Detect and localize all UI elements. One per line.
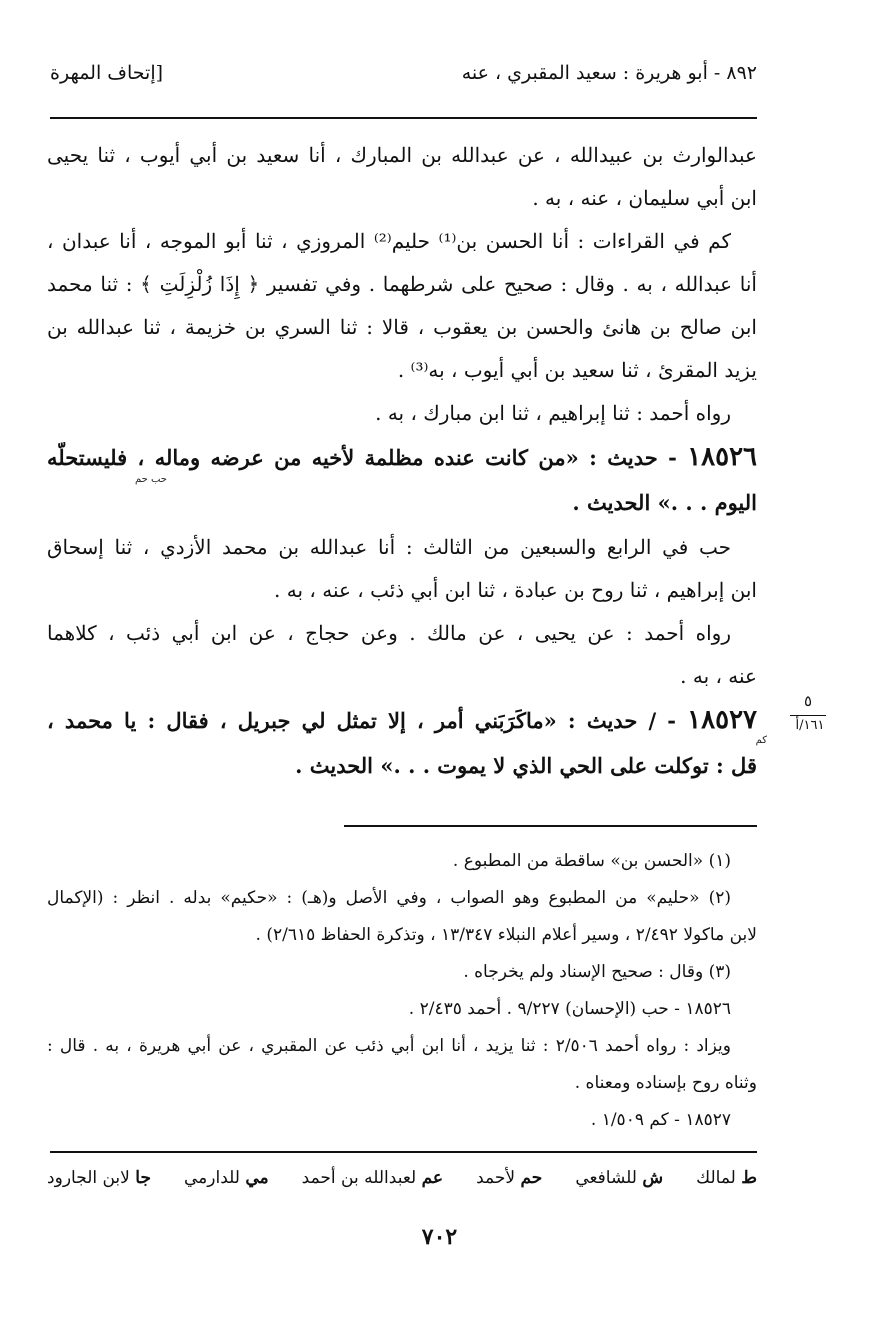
text-line: رواه أحمد : عن يحيى ، عن مالك . وعن حجاج ، عن ابن أبي ذئب ، كلاهما — [47, 621, 731, 645]
margin-rule — [790, 715, 826, 716]
text-line: حب في الرابع والسبعين من الثالث : أنا عبدالله بن محمد الأزدي ، ثنا إسحاق — [47, 535, 731, 559]
text-line: كم في القراءات : أنا الحسن بن⁽¹⁾ حليم⁽²⁾ المروزي ، ثنا أبو الموجه ، أنا عبدان ، — [47, 229, 732, 253]
hadith-heading-text: - حديث : «من كانت عنده مظلمة لأخيه من عرضه وماله ، فليستحلّه — [47, 445, 677, 470]
footnote: (١) «الحسن بن» ساقطة من المطبوع . — [452, 851, 731, 871]
footnote: وثناه روح بإسناده ومعناه . — [574, 1073, 757, 1093]
hadith-number: ١٨٥٢٧ — [687, 705, 757, 735]
header-rule — [50, 117, 757, 119]
hadith-heading-18526 — [47, 442, 757, 473]
source-symbols: كم — [755, 735, 767, 746]
hadith-heading-text: قل : توكلت على الحي الذي لا يموت . . .» الحديث . — [295, 753, 757, 778]
text-line: ابن صالح بن هانئ والحسن بن يعقوب ، قالا : ثنا السري بن خزيمة ، ثنا عبدالله بن — [47, 315, 757, 339]
text-line: ابن أبي سليمان ، عنه ، به . — [532, 186, 757, 210]
footnote: (٣) وقال : صحيح الإسناد ولم يخرجاه . — [463, 962, 731, 982]
footnote: (٢) «حليم» من المطبوع وهو الصواب ، وفي الأصل و(هـ) : «حكيم» بدله . انظر : (الإكمال — [47, 888, 731, 908]
footnote: لابن ماكولا ٢/٤٩٢ ، وسير أعلام النبلاء ١٣/٣٤٧ ، وتذكرة الحفاظ ٢/٦١٥) . — [255, 925, 757, 945]
running-header-book: [إتحاف المهرة — [50, 62, 164, 84]
footnote: ١٨٥٢٧ - كم ١/٥٠٩ . — [590, 1110, 731, 1130]
text-line: يزيد المقرئ ، ثنا سعيد بن أبي أيوب ، به⁽³⁾ . — [397, 358, 757, 382]
source-symbols: حب حم — [134, 474, 167, 485]
text-line: ابن إبراهيم ، ثنا روح بن عبادة ، ثنا ابن أبي ذئب ، عنه ، به . — [274, 578, 757, 602]
footnote-rule — [344, 825, 757, 827]
margin-number: ٥ — [803, 692, 813, 710]
hadith-heading-text: - / حديث : «ماكَرَبَني أمر ، إلا تمثل لي جبريل ، فقال : يا محمد ، — [47, 708, 677, 733]
legend-entry: عم لعبدالله بن أحمد — [301, 1168, 444, 1188]
legend-entry: مي للدارمي — [184, 1168, 269, 1188]
footnote: ١٨٥٢٦ - حب (الإحسان) ٩/٢٢٧ . أحمد ٢/٤٣٥ . — [408, 999, 731, 1019]
running-header-title: ٨٩٢ - أبو هريرة : سعيد المقبري ، عنه — [461, 62, 757, 84]
legend-entry: جا لابن الجارود — [47, 1168, 151, 1188]
text-line: عبدالوارث بن عبيدالله ، عن عبدالله بن المبارك ، أنا سعيد بن أبي أيوب ، ثنا يحيى — [47, 143, 757, 167]
margin-folio-ref: ١٦١/أ — [795, 718, 825, 733]
legend-entry: ش للشافعي — [575, 1168, 664, 1188]
legend-entry: حم لأحمد — [476, 1168, 543, 1188]
legend-entry: ط لمالك — [696, 1168, 757, 1188]
legend-rule — [50, 1151, 757, 1153]
abbreviation-legend — [47, 1168, 757, 1188]
text-line: رواه أحمد : ثنا إبراهيم ، ثنا ابن مبارك ، به . — [375, 401, 731, 425]
hadith-heading-18527 — [47, 705, 757, 736]
text-line: أنا عبدالله ، به . وقال : صحيح على شرطهما . وفي تفسير ﴿ إِذَا زُلْزِلَتِ ﴾ : ثنا محمد — [47, 272, 757, 296]
hadith-number: ١٨٥٢٦ — [687, 442, 757, 472]
page-number: ٧٠٢ — [421, 1224, 458, 1250]
footnote: ويزاد : رواه أحمد ٢/٥٠٦ : ثنا يزيد ، أنا ابن أبي ذئب عن المقبري ، عن أبي هريرة ، به . قال : — [47, 1036, 731, 1056]
hadith-heading-text: اليوم . . .» الحديث . — [572, 490, 757, 515]
text-line: عنه ، به . — [680, 664, 757, 688]
